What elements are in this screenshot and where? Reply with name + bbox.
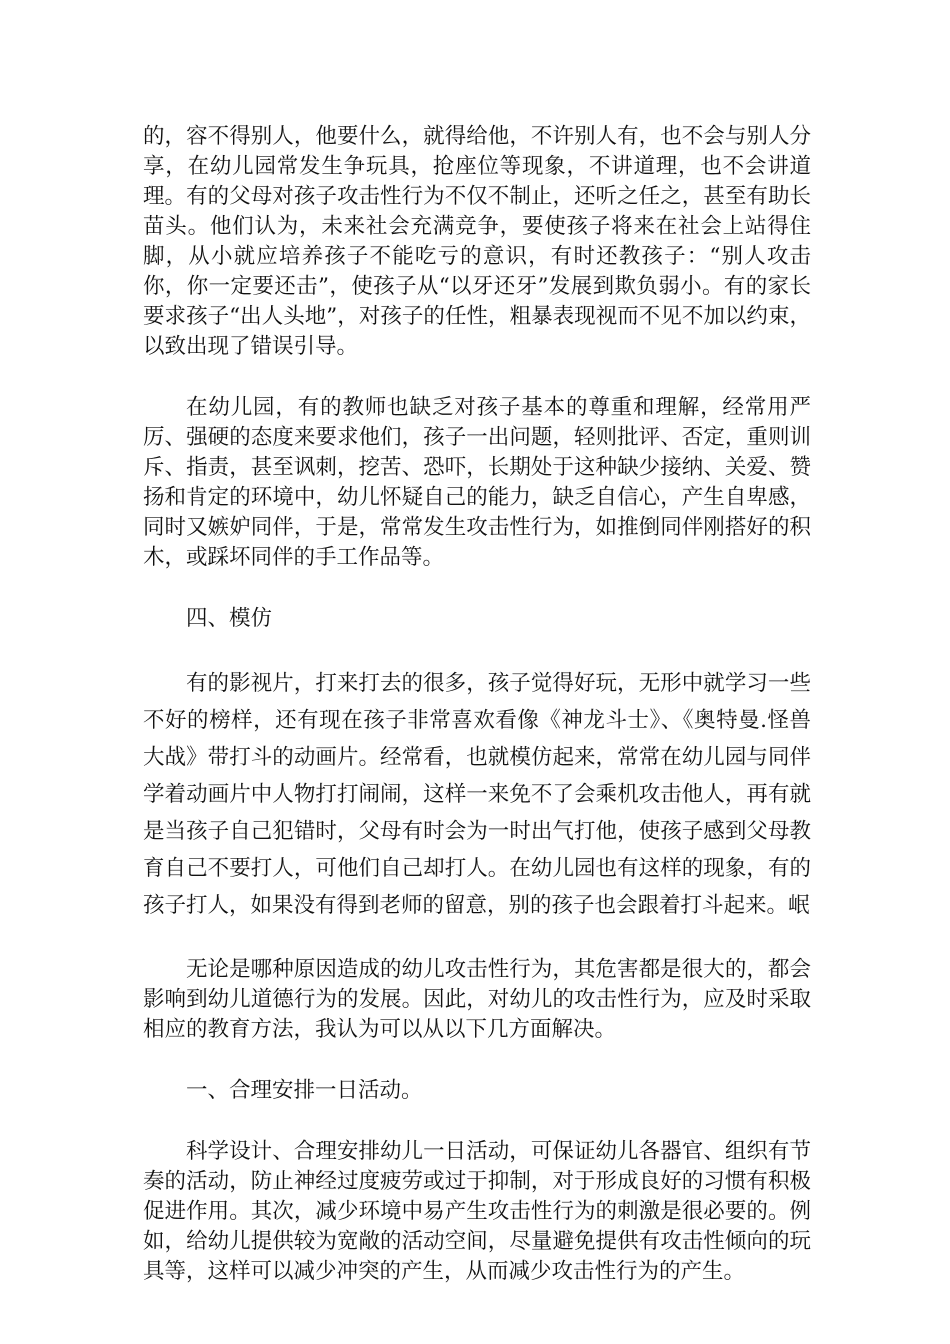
paragraph-imitation: 有的影视片，打来打去的很多，孩子觉得好玩，无形中就学习一些不好的榜样，还有现在孩子非常喜欢看像《神龙斗士》、《奥特曼.怪兽大战》带打斗的动画片。经常看，也就模仿起来，常常在幼儿园与同伴学着动画片中人物打打闹闹，这样一来免不了会乘机攻击他人，再有就是当孩子自己犯错时，父母有时会为一时出气打他，使孩子感到父母教育自己不要打人，可他们自己却打人。在幼儿园也有这样的现象，有的孩子打人，如果没有得到老师的留意，别的孩子也会跟着打斗起来。岷 (143, 671, 811, 918)
document-page (143, 122, 811, 1318)
paragraph-teacher-influence: 在幼儿园，有的教师也缺乏对孩子基本的尊重和理解，经常用严厉、强硬的态度来要求他们，孩子一出问题，轻则批评、否定，重则训斥、指责，甚至讽刺，挖苦、恐吓，长期处于这种缺少接纳、关爱、赞扬和肯定的环境中，幼儿怀疑自己的能力，缺乏自信心，产生自卑感，同时又嫉妒同伴，于是，常常发生攻击性行为，如推倒同伴刚搭好的积木，或踩坏同伴的手工作品等。 (143, 395, 811, 570)
paragraph-daily-activities: 科学设计、合理安排幼儿一日活动，可保证幼儿各器官、组织有节奏的活动，防止神经过度疲劳或过于抑制，对于形成良好的习惯有积极促进作用。其次，减少环境中易产生攻击性行为的刺激是很必要的。例如，给幼儿提供较为宽敞的活动空间，尽量避免提供有攻击性倾向的玩具等，这样可以减少冲突的产生，从而减少攻击性行为的产生。 (143, 1139, 811, 1284)
section-heading-daily-activities: 一、合理安排一日活动。 (186, 1078, 423, 1103)
paragraph-conclusion: 无论是哪种原因造成的幼儿攻击性行为，其危害都是很大的，都会影响到幼儿道德行为的发展。因此，对幼儿的攻击性行为，应及时采取相应的教育方法，我认为可以从以下几方面解决。 (143, 957, 811, 1042)
paragraph-family-influence: 的，容不得别人，他要什么，就得给他，不许别人有，也不会与别人分享，在幼儿园常发生争玩具，抢座位等现象，不讲道理，也不会讲道理。有的父母对孩子攻击性行为不仅不制止，还听之任之，甚至有助长苗头。他们认为，未来社会充满竞争，要使孩子将来在社会上站得住脚，从小就应培养孩子不能吃亏的意识，有时还教孩子：“别人攻击你，你一定要还击”，使孩子从“以牙还牙”发展到欺负弱小。有的家长要求孩子“出人头地”，对孩子的任性，粗暴表现视而不见不加以约束，以致出现了错误引导。 (143, 124, 811, 359)
section-heading-imitation: 四、模仿 (186, 606, 273, 631)
